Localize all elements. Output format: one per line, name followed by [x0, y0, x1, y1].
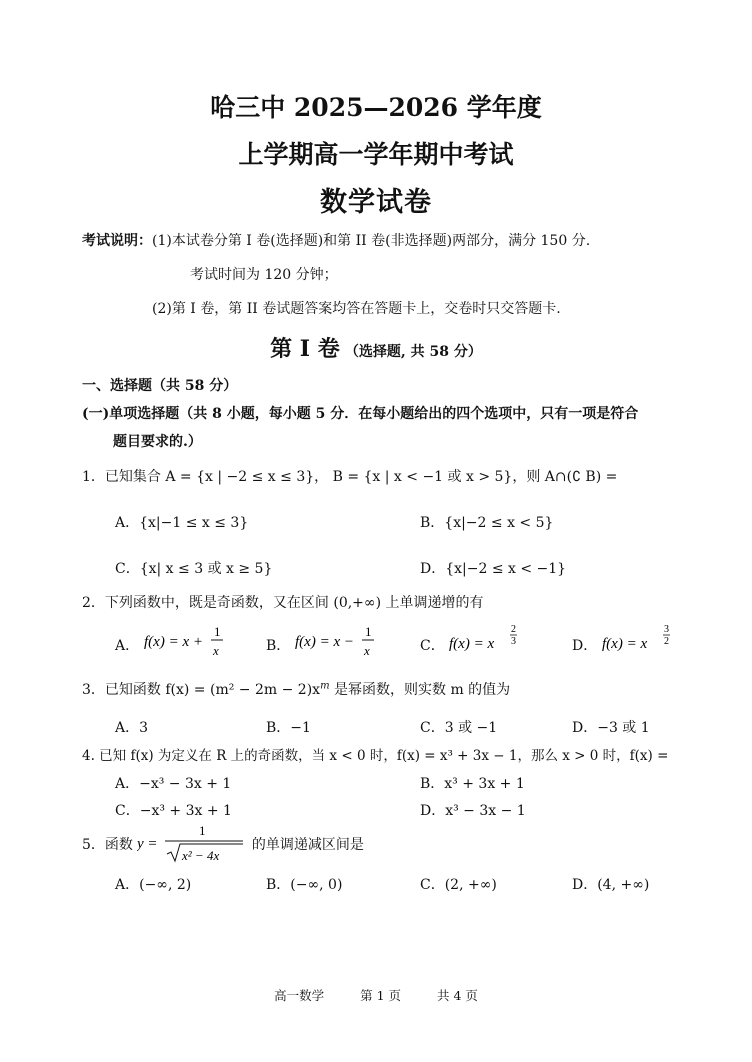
svg-text:f(x) = x: f(x) = x — [601, 636, 647, 652]
q2-option-d-label: D． — [572, 638, 598, 654]
q5-option-d: D．(4, +∞) — [572, 877, 650, 893]
svg-text:y =: y = — [137, 836, 158, 852]
q1-option-b: B．{x|−2 ≤ x < 5} — [420, 515, 554, 531]
q1-stem: 1．已知集合 A = {x | −2 ≤ x ≤ 3}， B = {x | x < −1 或 x > 5}，则 A∩(∁ B) = — [82, 469, 618, 485]
q2-option-c-formula — [449, 624, 539, 660]
svg-text:f(x) = x +: f(x) = x + — [143, 634, 203, 650]
q4-option-d: D．x³ − 3x − 1 — [420, 803, 526, 819]
volume-title: 第 I 卷 — [270, 336, 340, 362]
instructions-item1b: 考试时间为 120 分钟； — [190, 267, 338, 283]
q4-option-b: B．x³ + 3x + 1 — [420, 776, 525, 792]
q4-stem: 4. 已知 f(x) 为定义在 R 上的奇函数，当 x < 0 时，f(x) = x³ + 3x − 1，那么 x > 0 时，f(x) = — [82, 748, 669, 764]
q5-option-a: A．(−∞, 2) — [115, 877, 192, 893]
instructions-item1: (1)本试卷分第 I 卷(选择题)和第 II 卷(非选择题)两部分，满分 150 分. — [152, 233, 591, 249]
svg-text:x² − 4x: x² − 4x — [182, 848, 220, 863]
instructions-line1 — [82, 230, 590, 250]
q2-option-a — [115, 624, 254, 660]
svg-text:1: 1 — [364, 624, 372, 639]
footer-page-number: 第 1 页 — [360, 988, 401, 1003]
svg-text:x: x — [363, 643, 370, 658]
section-subheading-line2: 题目要求的.） — [113, 434, 202, 450]
svg-text:2: 2 — [663, 636, 669, 647]
instructions-label: 考试说明： — [82, 233, 152, 249]
q3-option-a: A．3 — [115, 720, 149, 736]
q3-option-c: C．3 或 −1 — [420, 720, 498, 736]
q5-stem — [82, 823, 364, 864]
section-heading: 一、选择题（共 58 分） — [82, 378, 238, 394]
q2-option-b — [266, 624, 395, 660]
q2-option-a-formula — [144, 624, 254, 660]
q4-option-c: C．−x³ + 3x + 1 — [115, 803, 232, 819]
q2-option-a-label: A． — [115, 638, 140, 654]
q5-stem-pre: 5．函数 — [82, 837, 133, 853]
svg-text:1: 1 — [199, 823, 206, 838]
q3-stem-tail: 是幂函数，则实数 m 的值为 — [329, 682, 511, 698]
page-footer — [0, 986, 752, 1004]
svg-text:f(x) = x −: f(x) = x − — [294, 634, 354, 650]
svg-text:f(x) = x: f(x) = x — [449, 636, 495, 652]
exam-title-term: 上学期高一学年期中考试 — [238, 140, 514, 169]
svg-text:2: 2 — [511, 624, 517, 635]
q1-option-d: D．{x|−2 ≤ x < −1} — [420, 561, 567, 577]
q1-option-c: C．{x| x ≤ 3 或 x ≥ 5} — [115, 561, 273, 577]
footer-subject: 高一数学 — [274, 988, 325, 1003]
q2-option-d-formula — [602, 624, 697, 660]
q2-option-b-label: B． — [266, 638, 291, 654]
q5-stem-post: 的单调递减区间是 — [251, 837, 364, 853]
q3-stem: 3．已知函数 $f(x) = (m^2 - 2m - 2)x^m$ 是幂函数，则实数 m 的值为 — [82, 680, 511, 698]
footer-total-pages: 共 4 页 — [436, 988, 478, 1003]
q2-option-c-label: C． — [420, 638, 445, 654]
q4-option-a: A．−x³ − 3x + 1 — [115, 776, 232, 792]
q2-option-c — [420, 624, 539, 660]
q3-option-b: B．−1 — [266, 720, 311, 736]
exam-title-school: 哈三中 2025—2026 学年度 — [210, 93, 542, 122]
q2-option-b-formula — [295, 624, 395, 660]
q5-option-b: B．(−∞, 0) — [266, 877, 343, 893]
svg-text:x: x — [212, 643, 219, 658]
svg-text:1: 1 — [213, 624, 221, 639]
q3-stem-main: 3．已知函数 f(x) = (m² − 2m − 2)x — [82, 682, 321, 698]
q3-option-d: D．−3 或 1 — [572, 720, 650, 736]
volume-subtitle: （选择题, 共 58 分） — [344, 344, 482, 360]
q2-stem: 2．下列函数中，既是奇函数，又在区间 (0,+∞) 上单调递增的有 — [82, 595, 484, 611]
svg-text:3: 3 — [663, 624, 669, 635]
exam-title-subject: 数学试卷 — [320, 187, 432, 218]
q2-option-d — [572, 624, 697, 660]
volume-heading — [0, 332, 752, 363]
q5-formula — [137, 822, 247, 864]
q1-option-a: A．{x|−1 ≤ x ≤ 3} — [115, 515, 249, 531]
section-subheading-line1: (一)单项选择题（共 8 小题，每小题 5 分．在每小题给出的四个选项中，只有一项是符合 — [82, 406, 639, 422]
svg-text:3: 3 — [511, 636, 517, 647]
instructions-item2: (2)第 I 卷，第 II 卷试题答案均答在答题卡上，交卷时只交答题卡. — [152, 301, 561, 317]
q5-option-c: C．(2, +∞) — [420, 877, 497, 893]
